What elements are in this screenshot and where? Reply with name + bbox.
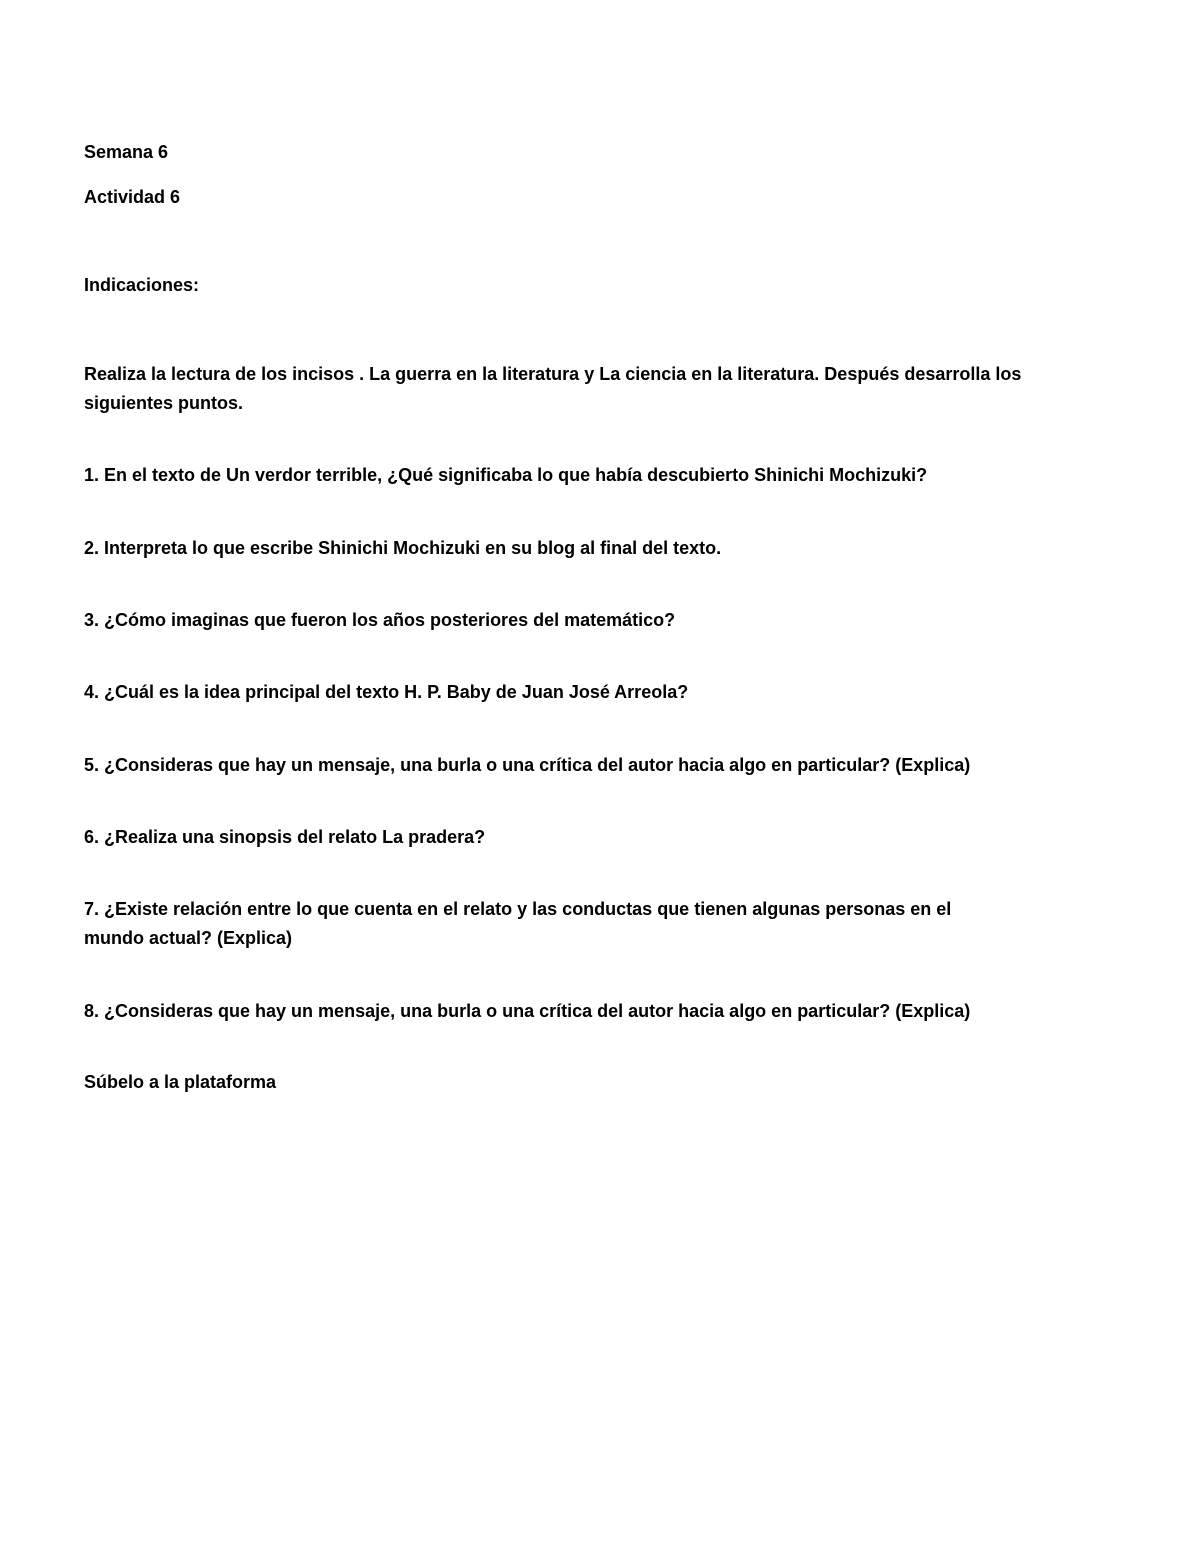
closing-instruction: Súbelo a la plataforma	[84, 1072, 277, 1092]
question-2: 2. Interpreta lo que escribe Shinichi Mochizuki en su blog al final del texto.	[84, 538, 722, 558]
question-5: 5. ¿Consideras que hay un mensaje, una burla o una crítica del autor hacia algo en particular? (Explica)	[84, 755, 971, 775]
question-4: 4. ¿Cuál es la idea principal del texto H. P. Baby de Juan José Arreola?	[84, 682, 689, 702]
activity-title: Actividad 6	[84, 187, 181, 207]
week-title: Semana 6	[84, 142, 169, 162]
question-8: 8. ¿Consideras que hay un mensaje, una burla o una crítica del autor hacia algo en particular? (Explica)	[84, 1001, 971, 1021]
question-3: 3. ¿Cómo imaginas que fueron los años posteriores del matemático?	[84, 610, 676, 630]
intro-paragraph: Realiza la lectura de los incisos . La guerra en la literatura y La ciencia en la literatura. Después desarrolla los siguientes puntos.	[84, 364, 1022, 413]
question-1: 1. En el texto de Un verdor terrible, ¿Qué significaba lo que había descubierto Shinichi Mochizuki?	[84, 465, 928, 485]
instructions-heading: Indicaciones:	[84, 275, 200, 295]
question-7: 7. ¿Existe relación entre lo que cuenta en el relato y las conductas que tienen algunas personas en el mundo actual? (Explica)	[84, 899, 952, 948]
question-6: 6. ¿Realiza una sinopsis del relato La pradera?	[84, 827, 486, 847]
